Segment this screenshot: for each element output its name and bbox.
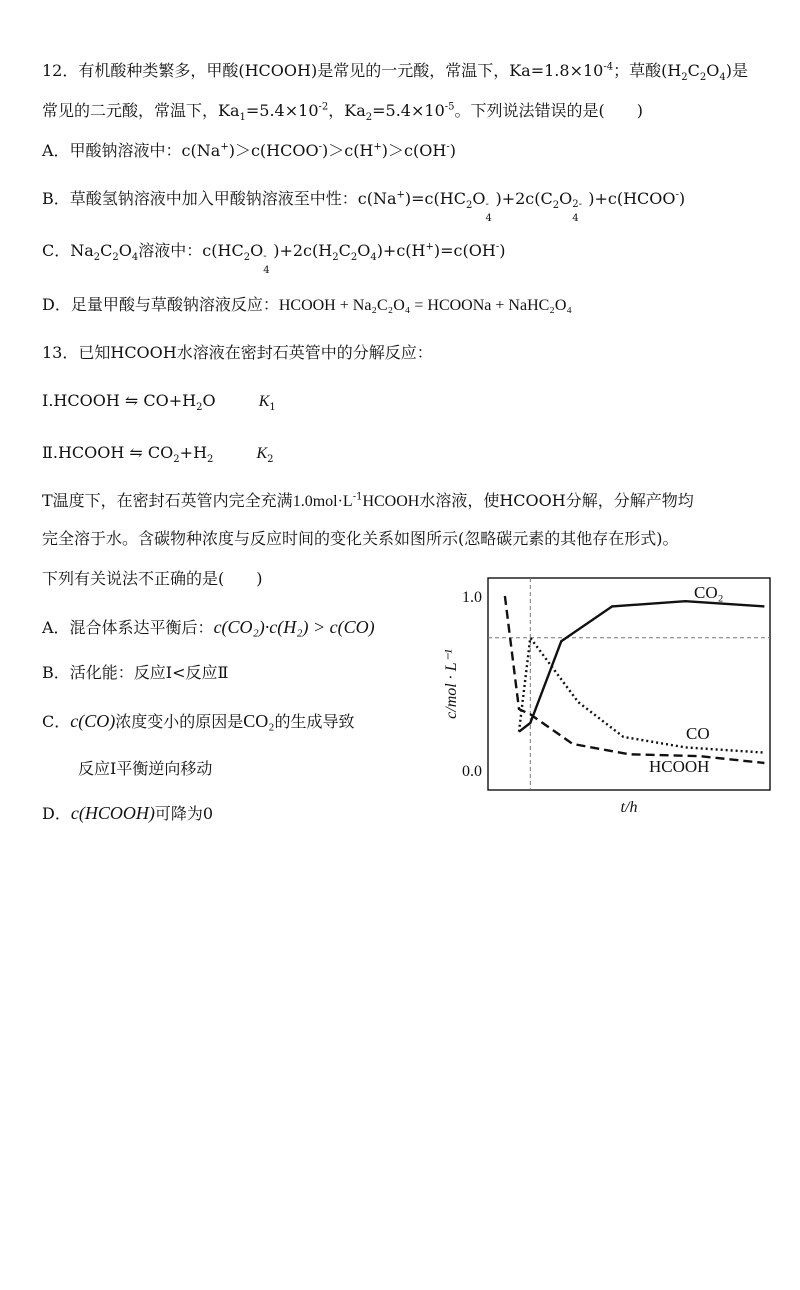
series-hcooh-line — [505, 596, 765, 763]
text: Ⅰ.HCOOH ⇋ CO+H — [42, 391, 197, 410]
text: =5.4×10 — [245, 101, 319, 120]
text: 的生成导致 — [274, 712, 355, 731]
sub: 2 — [332, 252, 339, 264]
sub: 2 — [365, 112, 373, 124]
equation: c(CO₂)·c(H₂) > c(CO) — [213, 617, 375, 637]
text: CO₂ — [243, 711, 275, 731]
text: O — [559, 189, 573, 208]
text: HCOOH — [362, 493, 420, 510]
k1-symbol: K — [258, 393, 270, 410]
sub: 2 — [243, 252, 251, 264]
sub: 2 — [207, 454, 214, 466]
q13-option-b[interactable] — [42, 662, 228, 684]
equation: c(CO) — [70, 711, 116, 731]
sub: 4 — [719, 72, 726, 84]
equation: HCOOH + Na₂C₂O₄ = HCOONa + NaHC₂O₄ — [278, 297, 573, 314]
exp: -1 — [352, 491, 363, 503]
text: ) — [678, 189, 686, 208]
q13-desc-line3 — [42, 568, 263, 590]
text: ，Ka — [328, 101, 366, 120]
text: C — [687, 61, 700, 80]
sub: 2 — [350, 252, 358, 264]
text: O — [357, 241, 371, 260]
sub: 1 — [269, 402, 276, 414]
legend-co: CO — [686, 724, 710, 743]
sub: 2 — [681, 72, 688, 84]
sub: 4 — [370, 252, 377, 264]
text: A．甲酸钠溶液中：c(Na — [42, 141, 221, 160]
text: C．Na — [42, 241, 94, 260]
text: O — [118, 241, 132, 260]
text: 浓度变小的原因是 — [115, 712, 244, 731]
text: 常见的二元酸，常温下，Ka — [42, 101, 240, 120]
text: 下列有关说法不正确的是( ) — [42, 569, 263, 588]
text: C． — [42, 712, 71, 731]
legend-hcooh: HCOOH — [649, 757, 710, 776]
text: )=c(OH — [433, 241, 496, 260]
exp: -2 — [318, 101, 329, 113]
q13-option-c-line2 — [78, 758, 212, 780]
text: )+2c(H — [273, 241, 333, 260]
text: B．活化能：反应Ⅰ<反应Ⅱ — [42, 663, 229, 682]
q13-option-a[interactable] — [42, 616, 375, 639]
q12-stem-line2 — [42, 100, 643, 122]
sub: 2 — [465, 200, 473, 212]
sub: 2 — [112, 252, 119, 264]
exp: -4 — [603, 61, 614, 73]
k2-symbol: K — [256, 445, 268, 462]
q12-option-d[interactable] — [42, 294, 572, 317]
sup: - — [495, 241, 500, 253]
q12-stem-line1 — [42, 60, 748, 82]
text: 13．已知HCOOH水溶液在密封石英管中的分解反应： — [42, 343, 433, 362]
text: Ⅱ.HCOOH ⇋ CO — [42, 443, 174, 462]
q13-reaction-2 — [42, 442, 274, 465]
sub: 1 — [239, 112, 246, 124]
series-co2-line — [519, 601, 764, 732]
text: ；草酸(H — [613, 61, 682, 80]
q13-option-d[interactable] — [42, 802, 213, 825]
text: )＞c(H — [321, 141, 374, 160]
q12-stem-text: 12．有机酸种类繁多，甲酸(HCOOH)是常见的一元酸，常温下，Ka=1.8×10 — [42, 61, 604, 80]
text: 反应Ⅰ平衡逆向移动 — [78, 759, 213, 778]
sub: 4 — [131, 252, 139, 264]
legend-co2: CO₂ — [694, 583, 724, 602]
text: 水溶液，使HCOOH分解，分解产物均 — [419, 491, 694, 510]
text: 溶液中：c(HC — [138, 241, 244, 260]
text: ) — [449, 141, 456, 160]
text: C — [338, 241, 351, 260]
q12-option-b[interactable]: B．草酸氢钠溶液中加入甲酸钠溶液至中性：$c(Na^+)=c(HC_2O$ - 4 )$+2c(C_2O$ 2- 4 )+c(HCOO-) — [42, 189, 686, 224]
sub: 2 — [552, 200, 560, 212]
text: +H — [179, 443, 208, 462]
q12-option-a[interactable] — [42, 140, 456, 162]
q13-stem — [42, 342, 433, 364]
q13-option-c[interactable] — [42, 710, 355, 733]
text: 完全溶于水。含碳物种浓度与反应时间的变化关系如图所示(忽略碳元素的其他存在形式)。 — [42, 529, 679, 548]
sup: + — [220, 141, 229, 153]
exp: -5 — [444, 101, 455, 113]
sub: 2 — [196, 402, 203, 414]
sup: - — [446, 141, 450, 153]
sup: + — [425, 241, 434, 253]
text: A．混合体系达平衡后： — [42, 618, 214, 637]
text: D．足量甲酸与草酸钠溶液反应： — [42, 295, 279, 314]
sup: + — [396, 189, 405, 201]
y-axis-label: c/mol · L⁻¹ — [443, 649, 460, 719]
text: 1.0mol·L — [292, 493, 353, 510]
text: O — [202, 391, 216, 410]
sub: 2 — [699, 72, 707, 84]
text: ) — [499, 241, 506, 260]
text: )是 — [725, 61, 749, 80]
q13-desc-line1 — [42, 490, 694, 513]
text: O — [250, 241, 264, 260]
x-axis-label: t/h — [620, 799, 638, 816]
text: )+2c(C — [495, 189, 553, 208]
text: C — [100, 241, 113, 260]
q13-reaction-1 — [42, 390, 276, 413]
q13-desc-line2 — [42, 528, 679, 550]
sup: - — [318, 141, 322, 153]
sup: + — [373, 141, 382, 153]
text: B．草酸氢钠溶液中加入甲酸钠溶液至中性：c(Na — [42, 189, 397, 208]
y-tick-label-1: 1.0 — [462, 589, 482, 606]
text: O — [706, 61, 720, 80]
text: T温度下，在密封石英管内完全充满 — [42, 491, 293, 510]
text: )+c(HCOO — [588, 189, 676, 208]
text: )=c(HC — [404, 189, 466, 208]
sup: - — [675, 189, 679, 201]
q12-option-c[interactable]: C．$Na_2C_2O_4$溶液中：$c(HC_2O$ - 4 )$+2c(H_2C_2O_4)+c(H^+)=c(OH^-)$ — [42, 241, 506, 276]
text: 。下列说法错误的是( ) — [454, 101, 643, 120]
text: O — [472, 189, 486, 208]
concentration-time-chart — [436, 568, 776, 820]
text: =5.4×10 — [372, 101, 445, 120]
sub: 2 — [267, 454, 274, 466]
text: )+c(H — [376, 241, 426, 260]
equation: c(HCOOH) — [70, 803, 155, 823]
text: )＞c(HCOO — [228, 141, 319, 160]
sub: 2 — [173, 454, 180, 466]
y-tick-label-0: 0.0 — [462, 763, 482, 780]
text: D． — [42, 804, 71, 823]
sub: 2 — [93, 252, 101, 264]
text: 可降为0 — [154, 804, 214, 823]
text: )＞c(OH — [381, 141, 447, 160]
